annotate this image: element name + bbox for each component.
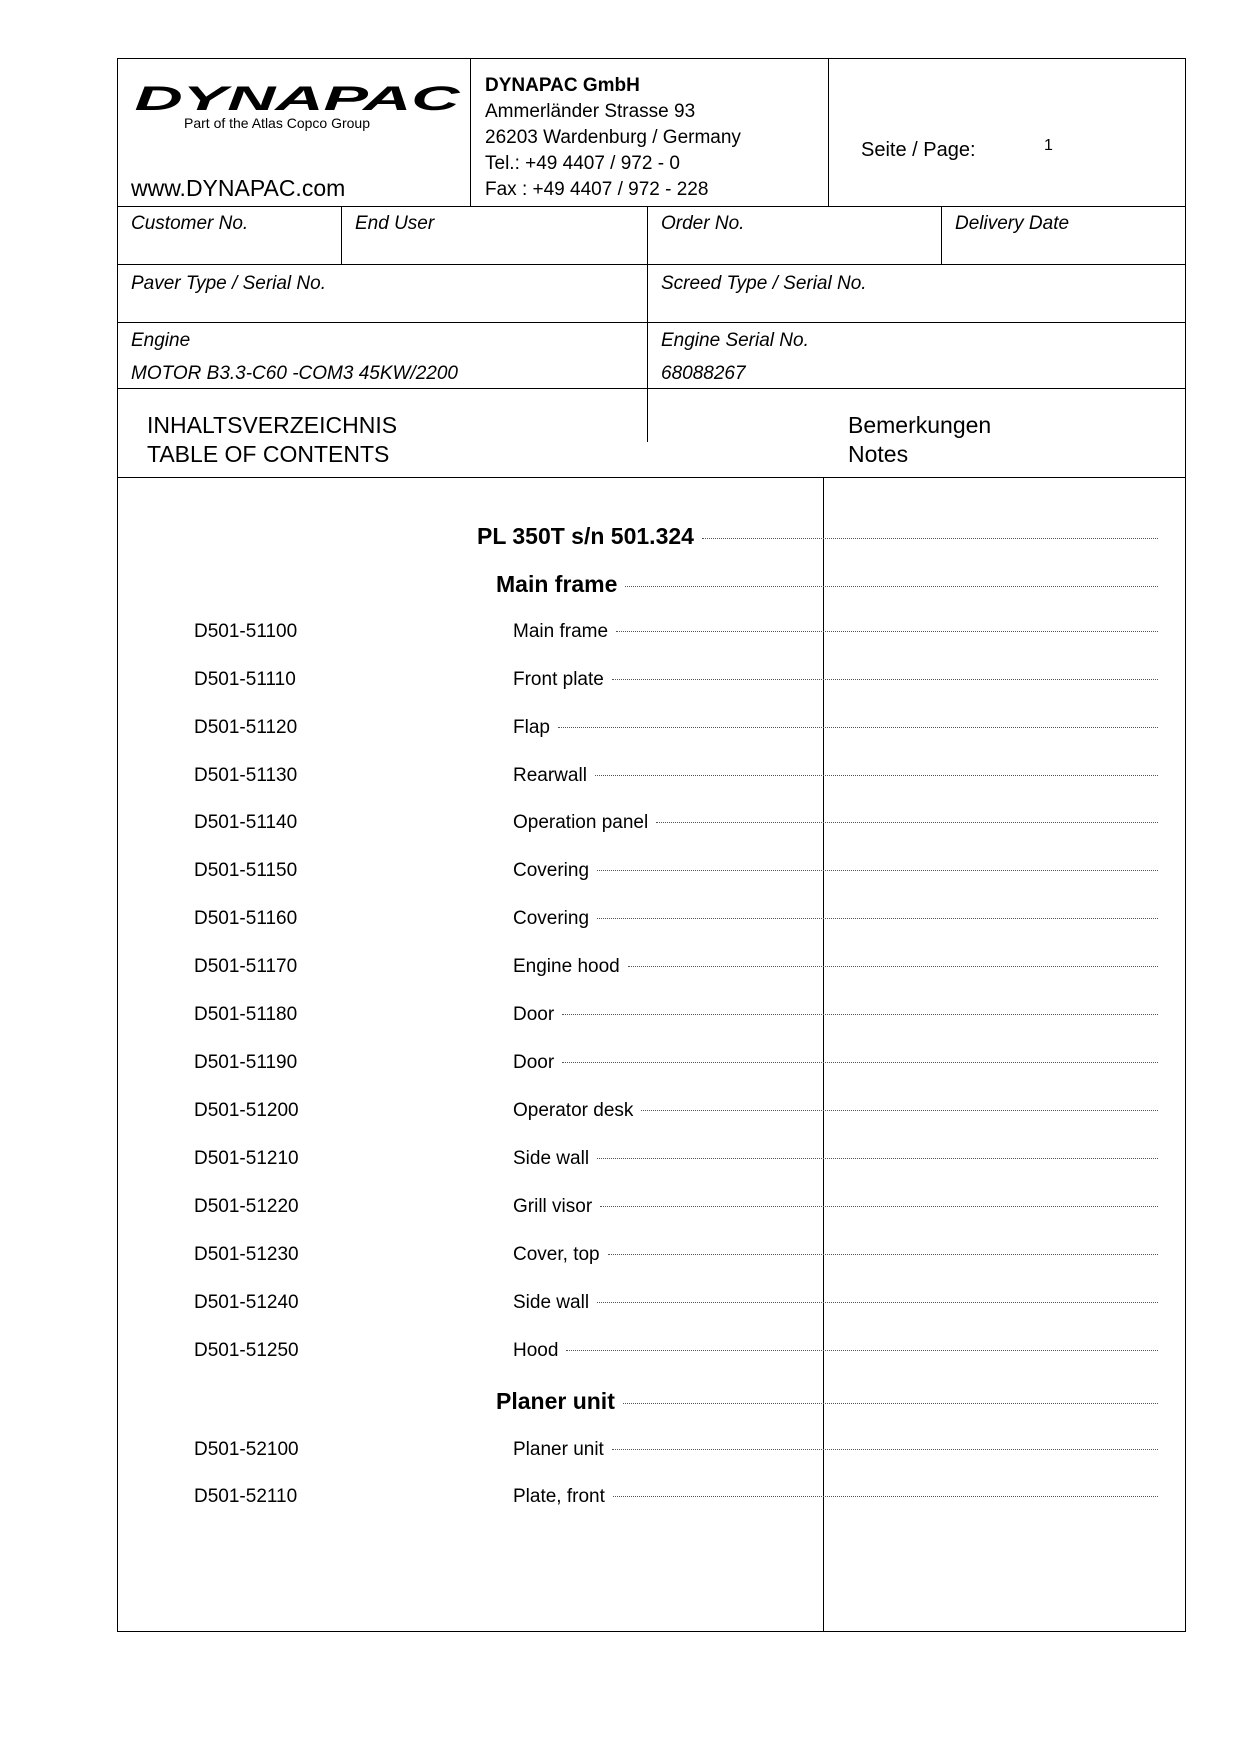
toc-entry-title: Hood — [513, 1340, 559, 1361]
toc-entry-code: D501-51130 — [194, 765, 298, 786]
toc-entry-title: Cover, top — [513, 1244, 600, 1265]
leader-dots — [562, 1062, 1158, 1063]
toc-entry[interactable] — [118, 1098, 1158, 1128]
page-number: 1 — [1044, 137, 1053, 154]
leader-dots — [656, 822, 1158, 823]
leader-dots — [597, 1158, 1158, 1159]
fax: Fax : +49 4407 / 972 - 228 — [485, 179, 709, 200]
street: Ammerländer Strasse 93 — [485, 101, 696, 122]
leader-dots — [608, 1254, 1158, 1255]
header-divider — [828, 59, 829, 206]
leader-dots — [612, 679, 1158, 680]
engine-serial-label: Engine Serial No. — [661, 330, 809, 351]
engine-value: MOTOR B3.3-C60 -COM3 45KW/2200 — [131, 363, 458, 384]
engine-label: Engine — [131, 330, 191, 351]
toc-entry-title: Rearwall — [513, 765, 587, 786]
toc-entry-title: Flap — [513, 717, 550, 738]
toc-entry-code: D501-51230 — [194, 1244, 299, 1265]
toc-entry[interactable] — [118, 1146, 1158, 1176]
toc-entry[interactable] — [118, 667, 1158, 697]
toc-entry[interactable] — [118, 1290, 1158, 1320]
leader-dots — [595, 775, 1158, 776]
toc-entry[interactable] — [118, 523, 1158, 553]
leader-dots — [600, 1206, 1158, 1207]
toc-entry-code: D501-51120 — [194, 717, 298, 738]
toc-entry-title: Main frame — [496, 571, 618, 597]
toc-title-de: INHALTSVERZEICHNIS — [147, 412, 398, 438]
telephone: Tel.: +49 4407 / 972 - 0 — [485, 153, 680, 174]
paver-type-label: Paver Type / Serial No. — [131, 273, 327, 294]
toc-entry[interactable] — [118, 906, 1158, 936]
toc-entry[interactable] — [118, 954, 1158, 984]
toc-entry-title: PL 350T s/n 501.324 — [477, 523, 694, 549]
city: 26203 Wardenburg / Germany — [485, 127, 741, 148]
leader-dots — [612, 1449, 1158, 1450]
row-divider — [118, 322, 1185, 323]
notes-title-de: Bemerkungen — [848, 412, 992, 438]
toc-entry-title: Plate, front — [513, 1486, 605, 1507]
leader-dots — [562, 1014, 1158, 1015]
toc-entry-title: Front plate — [513, 669, 604, 690]
toc-entry-code: D501-52110 — [194, 1486, 298, 1507]
toc-entry-title: Grill visor — [513, 1196, 593, 1217]
leader-dots — [623, 1403, 1158, 1404]
toc-entry[interactable] — [118, 1388, 1158, 1418]
toc-entry-title: Side wall — [513, 1292, 590, 1313]
leader-dots — [616, 631, 1158, 632]
leader-dots — [628, 966, 1158, 967]
toc-entry-code: D501-51220 — [194, 1196, 299, 1217]
screed-type-label: Screed Type / Serial No. — [661, 273, 867, 294]
toc-entry-code: D501-51190 — [194, 1052, 298, 1073]
company-name: DYNAPAC GmbH — [485, 75, 640, 96]
toc-entry[interactable] — [118, 858, 1158, 888]
toc-entry-code: D501-51200 — [194, 1100, 299, 1121]
leader-dots — [597, 870, 1158, 871]
toc-entry-code: D501-52100 — [194, 1439, 299, 1460]
toc-entry-title: Covering — [513, 860, 590, 881]
delivery-date-label: Delivery Date — [955, 213, 1070, 234]
engine-serial-value: 68088267 — [661, 363, 746, 384]
toc-entry[interactable] — [118, 1050, 1158, 1080]
toc-entry-code: D501-51160 — [194, 908, 298, 929]
toc-entry[interactable] — [118, 810, 1158, 840]
toc-entry-code: D501-51150 — [194, 860, 298, 881]
toc-entry[interactable] — [118, 1484, 1158, 1514]
toc-entry-title: Main frame — [513, 621, 609, 642]
toc-entry-title: Side wall — [513, 1148, 590, 1169]
toc-entry-title: Door — [513, 1052, 555, 1073]
toc-entry-title: Planer unit — [513, 1439, 604, 1460]
document-frame — [117, 58, 1186, 1632]
leader-dots — [641, 1110, 1158, 1111]
toc-entry[interactable] — [118, 619, 1158, 649]
toc-entry-code: D501-51180 — [194, 1004, 298, 1025]
cell-divider — [941, 206, 942, 264]
header-divider — [470, 59, 471, 206]
notes-title-en: Notes — [848, 441, 909, 467]
toc-entry-code: D501-51100 — [194, 621, 298, 642]
logo-wordmark: DYNAPAC — [134, 85, 461, 115]
toc-entry-title: Operator desk — [513, 1100, 634, 1121]
leader-dots — [625, 586, 1158, 587]
toc-entry[interactable] — [118, 1002, 1158, 1032]
leader-dots — [597, 1302, 1158, 1303]
company-address — [485, 73, 741, 203]
leader-dots — [566, 1350, 1158, 1351]
customer-no-label: Customer No. — [131, 213, 249, 234]
notes-heading — [848, 411, 991, 469]
toc-entry-code: D501-51140 — [194, 812, 298, 833]
toc-entry[interactable] — [118, 1242, 1158, 1272]
toc-entry-code: D501-51250 — [194, 1340, 299, 1361]
leader-dots — [702, 538, 1158, 539]
row-divider — [118, 477, 1185, 478]
cell-divider — [647, 206, 648, 442]
leader-dots — [558, 727, 1158, 728]
page-label: Seite / Page: — [861, 139, 976, 161]
toc-entry[interactable] — [118, 1338, 1158, 1368]
cell-divider — [341, 206, 342, 264]
dynapac-logo — [132, 85, 462, 115]
toc-entry[interactable] — [118, 715, 1158, 745]
row-divider — [118, 388, 1185, 389]
website-link[interactable]: www.DYNAPAC.com — [131, 175, 346, 201]
toc-entry-title: Door — [513, 1004, 555, 1025]
toc-entry-title: Covering — [513, 908, 590, 929]
toc-entry[interactable] — [118, 1437, 1158, 1467]
leader-dots — [597, 918, 1158, 919]
toc-entry-code: D501-51210 — [194, 1148, 299, 1169]
toc-entry-code: D501-51240 — [194, 1292, 299, 1313]
toc-title-en: TABLE OF CONTENTS — [147, 441, 390, 467]
toc-entry[interactable] — [118, 763, 1158, 793]
end-user-label: End User — [355, 213, 435, 234]
toc-entry-code: D501-51110 — [194, 669, 296, 690]
toc-entry-code: D501-51170 — [194, 956, 298, 977]
row-divider — [118, 264, 1185, 265]
toc-heading — [147, 411, 397, 469]
toc-entry-title: Planer unit — [496, 1388, 615, 1414]
toc-entry-title: Engine hood — [513, 956, 620, 977]
logo-tagline: Part of the Atlas Copco Group — [184, 115, 370, 131]
toc-entry[interactable] — [118, 571, 1158, 601]
toc-entry[interactable] — [118, 1194, 1158, 1224]
row-divider — [118, 206, 1185, 207]
leader-dots — [613, 1496, 1158, 1497]
toc-entry-title: Operation panel — [513, 812, 649, 833]
order-no-label: Order No. — [661, 213, 745, 234]
